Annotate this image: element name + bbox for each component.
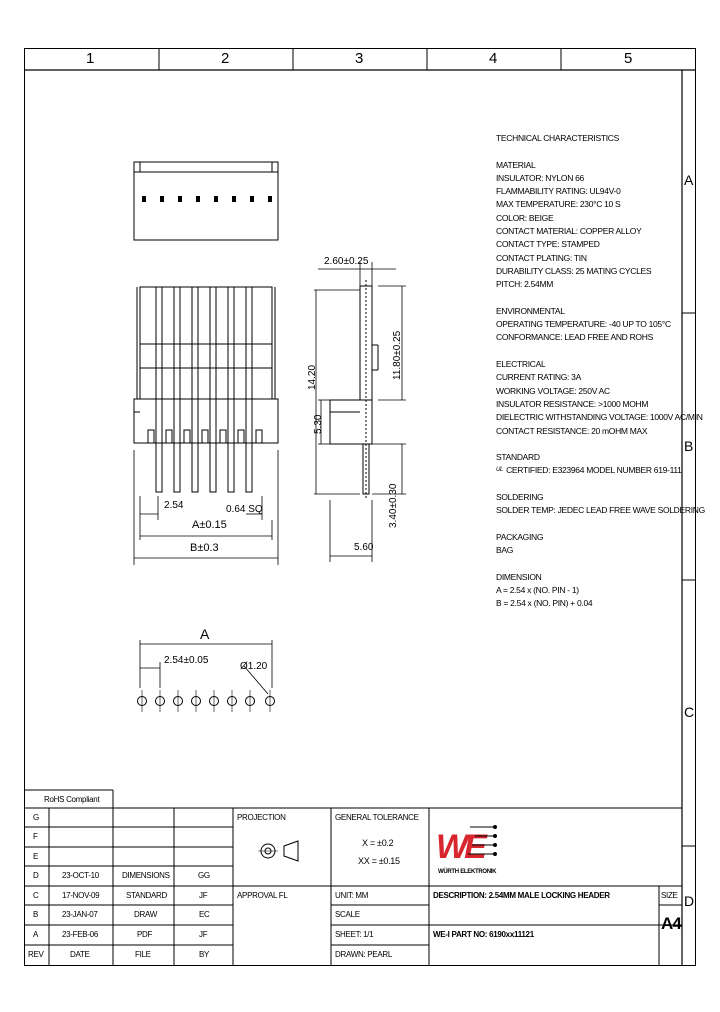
- top-view-pins: [142, 196, 272, 202]
- rev-letter: G: [33, 813, 39, 822]
- electrical-line: CONTACT RESISTANCE: 20 mOHM MAX: [496, 425, 648, 436]
- logo-text: WÜRTH ELEKTRONIK: [438, 869, 497, 875]
- col-label-4: 4: [489, 50, 498, 67]
- col-label-3: 3: [355, 50, 364, 67]
- rev-letter: A: [33, 930, 39, 939]
- rev-by: GG: [198, 871, 210, 880]
- soldering-heading: SOLDERING: [496, 492, 544, 503]
- material-line: CONTACT MATERIAL: COPPER ALLOY: [496, 226, 642, 237]
- dim-depth: 5.60: [354, 542, 374, 553]
- col-label-5: 5: [624, 50, 633, 67]
- sheet-label: SHEET: 1/1: [335, 930, 374, 939]
- dim-pin-square: 0.64 SQ: [226, 504, 263, 515]
- footprint-holes: [138, 697, 275, 706]
- spec-title: TECHNICAL CHARACTERISTICS: [496, 133, 620, 143]
- rev-by: EC: [199, 910, 210, 919]
- rev-header-file: FILE: [135, 950, 151, 959]
- material-line: MAX TEMPERATURE: 230°C 10 S: [496, 199, 621, 210]
- rev-desc: STANDARD: [126, 891, 168, 900]
- rev-desc: DIMENSIONS: [122, 871, 170, 880]
- footprint-pitch: 2.54±0.05: [164, 655, 209, 666]
- projection-label: PROJECTION: [237, 813, 286, 822]
- environmental-line: OPERATING TEMPERATURE: -40 UP TO 105°C: [496, 319, 671, 330]
- unit-label: UNIT: MM: [335, 891, 369, 900]
- row-label-a: A: [684, 172, 694, 188]
- dim-b-tolerance: B±0.3: [190, 542, 219, 554]
- rev-header-rev: REV: [28, 950, 44, 959]
- col-label-2: 2: [221, 50, 230, 67]
- rev-letter: C: [33, 891, 39, 900]
- dim-body-height: 5.30: [313, 414, 324, 434]
- material-line: FLAMMABILITY RATING: UL94V-0: [496, 186, 621, 197]
- footprint-centerlines: [142, 690, 270, 712]
- dim-height-total: 14.20: [307, 364, 318, 390]
- tolerance-x: X = ±0.2: [362, 838, 394, 848]
- electrical-line: CURRENT RATING: 3A: [496, 372, 581, 383]
- approval-label: APPROVAL FL: [237, 891, 288, 900]
- top-view: [134, 162, 278, 240]
- technical-characteristics: [496, 132, 705, 611]
- rev-letter: B: [33, 910, 39, 919]
- material-heading: MATERIAL: [496, 159, 536, 170]
- dimension-heading: DIMENSION: [496, 571, 542, 582]
- front-view-pins: [156, 287, 252, 492]
- standard-cert: CERTIFIED: E323964 MODEL NUMBER 619-111: [506, 465, 682, 476]
- dim-a-tolerance: A±0.15: [192, 519, 227, 531]
- electrical-line: INSULATOR RESISTANCE: >1000 MOHM: [496, 398, 649, 409]
- front-notches: [148, 430, 262, 443]
- standard-line: [496, 464, 705, 477]
- environmental-line: CONFORMANCE: LEAD FREE AND ROHS: [496, 332, 653, 343]
- environmental-heading: ENVIRONMENTAL: [496, 305, 565, 316]
- description-label: DESCRIPTION: 2.54MM MALE LOCKING HEADER: [433, 891, 610, 900]
- rev-letter: E: [33, 852, 39, 861]
- wurth-logo: [433, 815, 505, 867]
- material-line: COLOR: BEIGE: [496, 212, 554, 223]
- row-label-d: D: [684, 893, 695, 909]
- drawn-label: DRAWN: PEARL: [335, 950, 393, 959]
- material-line: CONTACT TYPE: STAMPED: [496, 239, 600, 250]
- rev-letter: F: [33, 832, 38, 841]
- dimension-line: B = 2.54 x (NO. PIN) + 0.04: [496, 598, 593, 609]
- svg-text:WE: WE: [436, 828, 483, 866]
- dim-pitch: 2.54: [164, 500, 184, 511]
- rev-date: 23-OCT-10: [62, 871, 99, 880]
- row-label-c: C: [684, 704, 695, 720]
- rev-date: 23-FEB-06: [62, 930, 98, 939]
- scale-label: SCALE: [335, 910, 360, 919]
- standard-heading: STANDARD: [496, 452, 540, 463]
- size-value: A4: [661, 914, 681, 933]
- footprint-hole-diameter: Ø1.20: [240, 661, 268, 672]
- part-number: WE-I PART NO: 6190xx11121: [433, 930, 534, 939]
- tolerance-xx: XX = ±0.15: [358, 856, 400, 866]
- rev-desc: DRAW: [134, 910, 157, 919]
- row-label-b: B: [684, 438, 694, 454]
- dim-top-width: 2.60±0.25: [324, 256, 369, 267]
- electrical-line: WORKING VOLTAGE: 250V AC: [496, 385, 610, 396]
- material-line: DURABILITY CLASS: 25 MATING CYCLES: [496, 265, 652, 276]
- rev-date: 23-JAN-07: [62, 910, 98, 919]
- rohs-label: RoHS Compliant: [44, 795, 100, 804]
- electrical-heading: ELECTRICAL: [496, 359, 546, 370]
- size-label: SIZE: [661, 891, 678, 900]
- rev-date: 17-NOV-09: [62, 891, 100, 900]
- dim-height-right: 11.80±0.25: [392, 330, 403, 380]
- rev-header-by: BY: [199, 950, 210, 959]
- dimension-line: A = 2.54 x (NO. PIN - 1): [496, 585, 579, 596]
- projection-symbol: [258, 841, 298, 861]
- side-view: [330, 280, 378, 500]
- packaging-line: BAG: [496, 545, 514, 556]
- material-line: INSULATOR: NYLON 66: [496, 172, 584, 183]
- rev-by: JF: [199, 891, 208, 900]
- rev-header-date: DATE: [70, 950, 90, 959]
- general-tolerance-label: GENERAL TOLERANCE: [335, 813, 419, 822]
- col-label-1: 1: [86, 50, 95, 67]
- packaging-heading: PACKAGING: [496, 531, 544, 542]
- footprint-a-label: A: [200, 626, 210, 642]
- material-line: CONTACT PLATING: TIN: [496, 252, 587, 263]
- rev-by: JF: [199, 930, 208, 939]
- dim-tail-length: 3.40±0.30: [388, 483, 399, 528]
- ul-mark-icon: UL: [496, 467, 504, 474]
- rev-desc: PDF: [137, 930, 153, 939]
- rev-letter: D: [33, 871, 39, 880]
- soldering-line: SOLDER TEMP: JEDEC LEAD FREE WAVE SOLDERING: [496, 505, 705, 516]
- material-line: PITCH: 2.54MM: [496, 279, 554, 290]
- electrical-line: DIELECTRIC WITHSTANDING VOLTAGE: 1000V AC/MIN: [496, 412, 703, 423]
